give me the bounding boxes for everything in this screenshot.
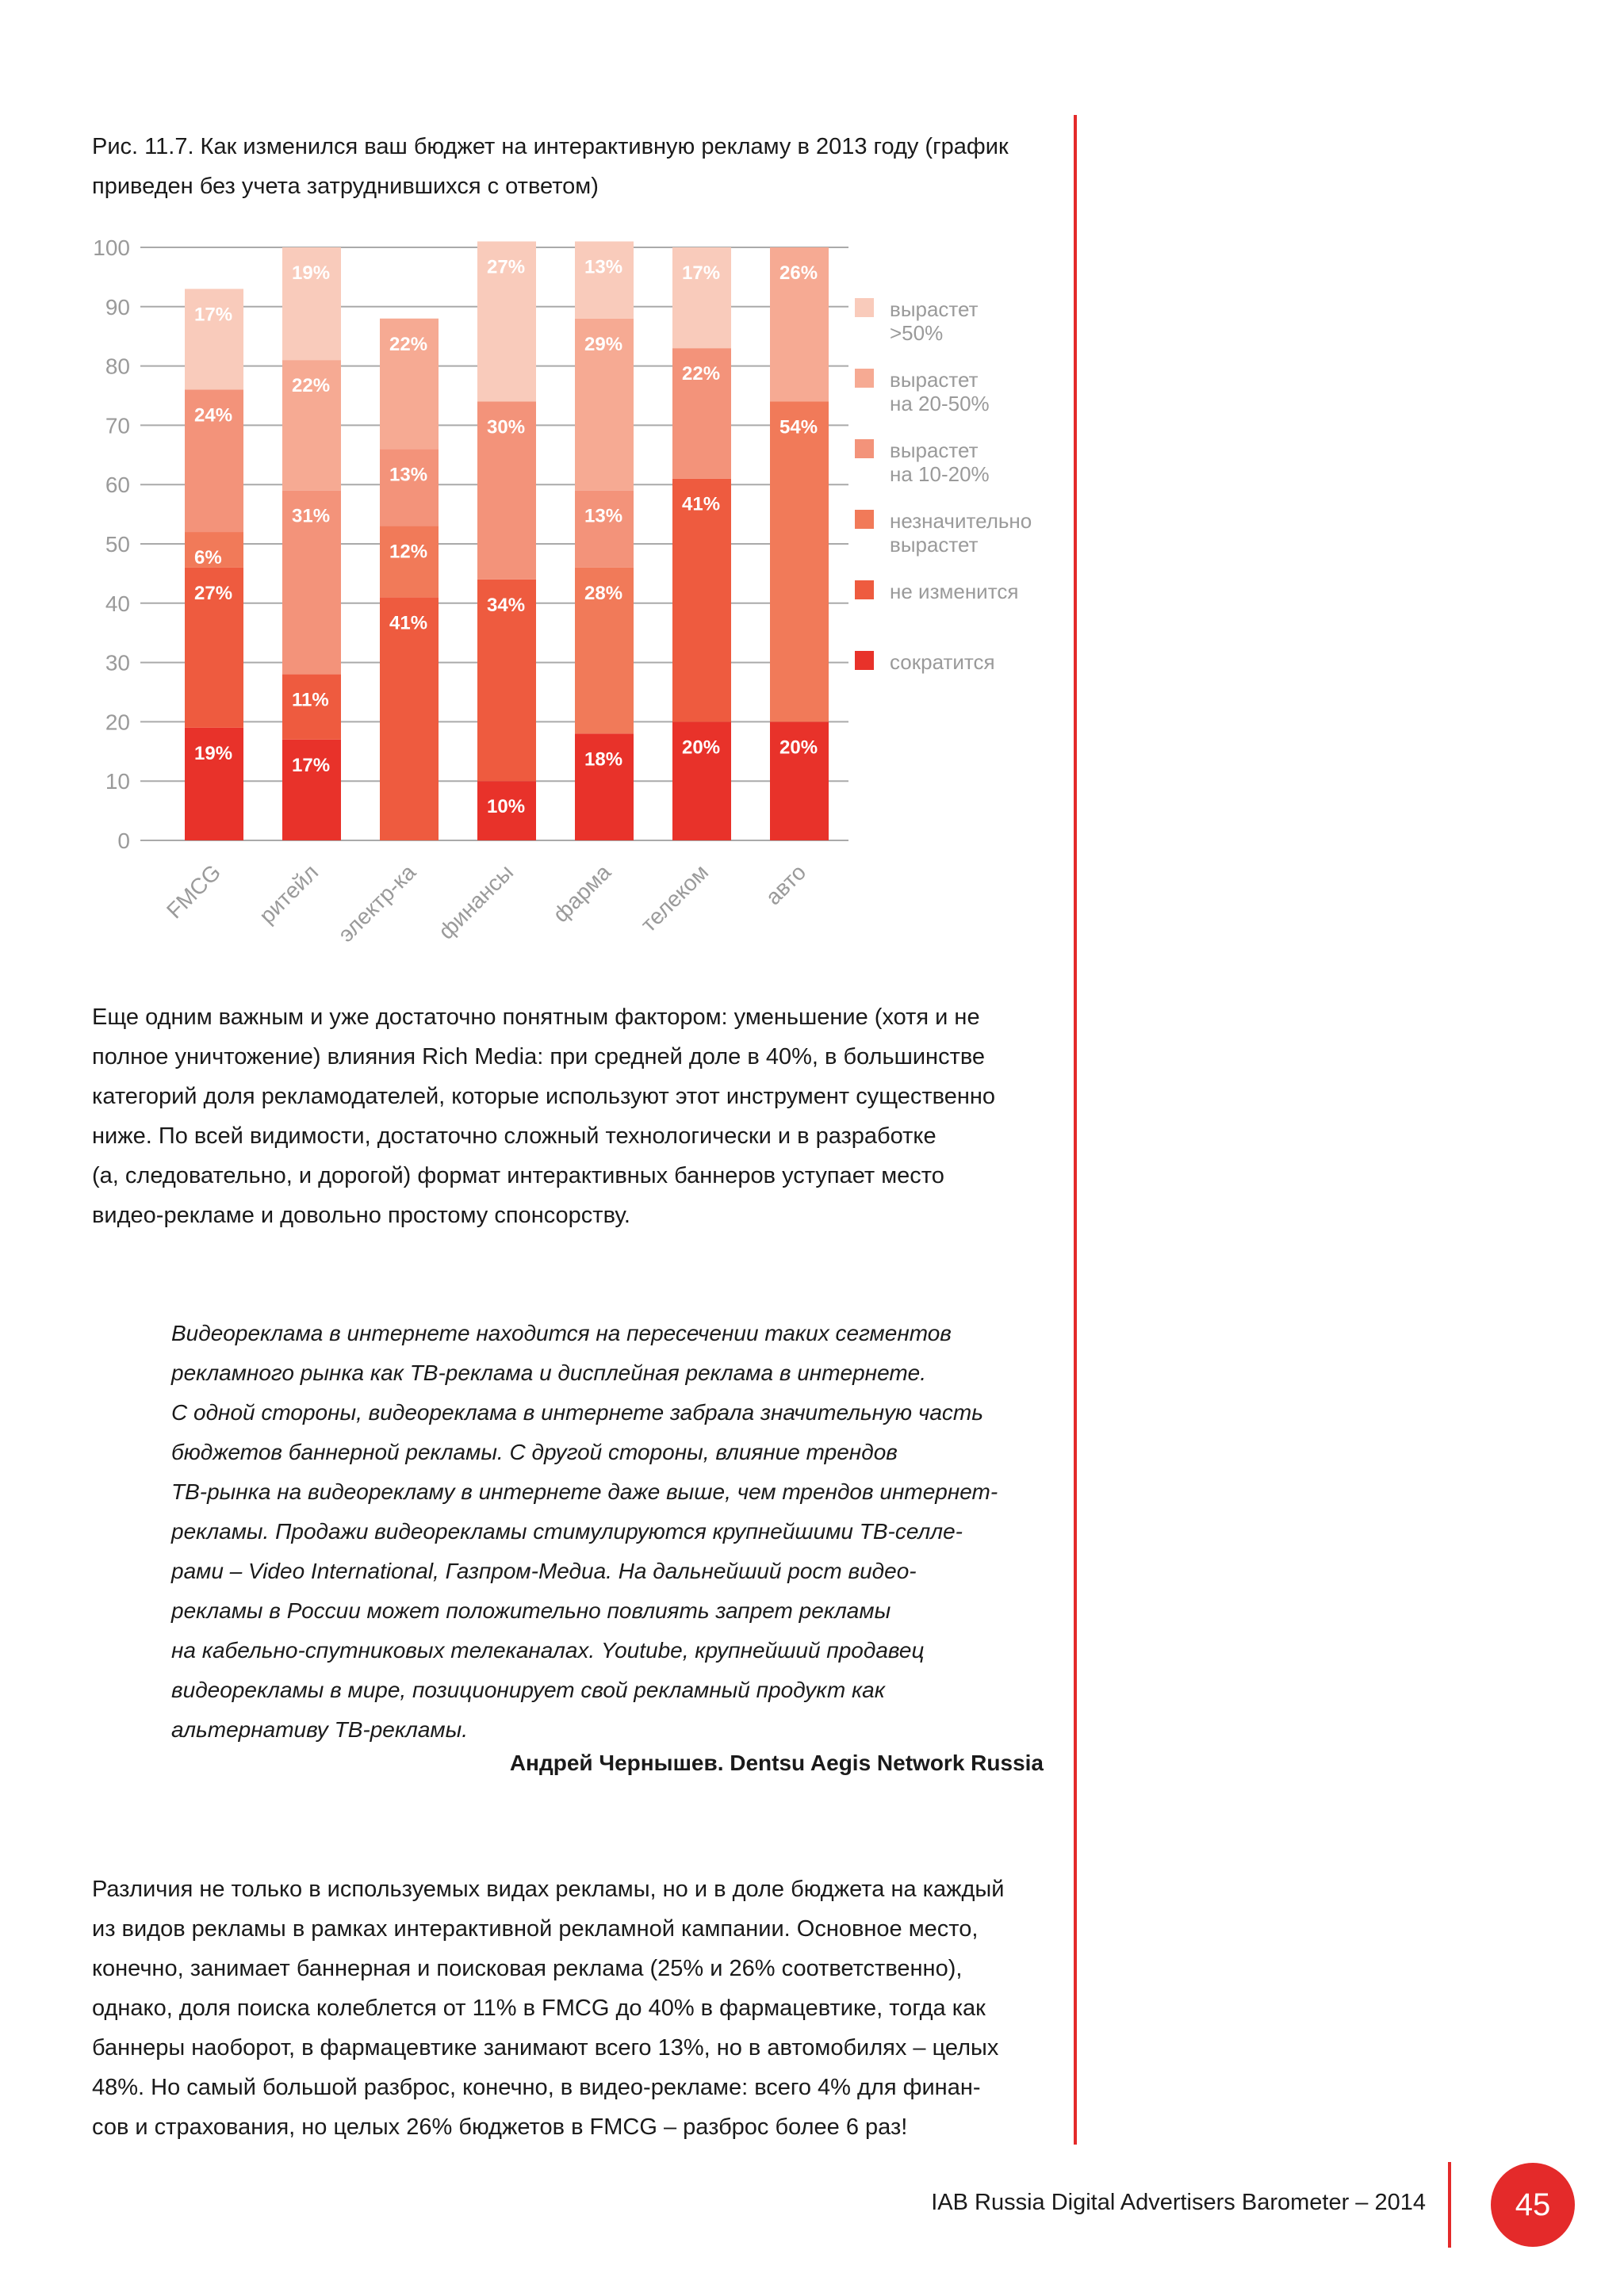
- footer-divider: [1448, 2162, 1451, 2248]
- paragraph-line: Еще одним важным и уже достаточно понятным фактором: уменьшение (хотя и не: [92, 1004, 980, 1030]
- data-label: 17%: [194, 304, 233, 326]
- quote-line: рекламы в России может положительно повлиять запрет рекламы: [171, 1598, 891, 1623]
- data-label: 34%: [487, 594, 526, 616]
- legend-label: вырастет: [890, 368, 979, 392]
- y-tick-label: 30: [105, 650, 130, 675]
- legend-swatch: [855, 439, 874, 458]
- quote-author: Андрей Чернышев. Dentsu Aegis Network Russia: [509, 1751, 1044, 1775]
- y-tick-label: 100: [93, 235, 130, 260]
- data-label: 20%: [779, 737, 818, 759]
- paragraph-budget-share: [92, 1869, 1067, 2147]
- data-label: 41%: [682, 493, 721, 515]
- x-tick-label: ритейл: [254, 859, 324, 928]
- bar-segment: [380, 449, 439, 526]
- quote-line: рекламного рынка как ТВ-реклама и дисплейная реклама в интернете.: [171, 1360, 926, 1385]
- paragraph-line: однако, доля поиска колеблется от 11% в FMCG до 40% в фармацевтике, тогда как: [92, 1996, 986, 2021]
- bar-segment: [575, 242, 634, 319]
- expert-quote: [171, 1314, 1059, 1750]
- paragraph-line: конечно, занимает баннерная и поисковая реклама (25% и 26% соответственно),: [92, 1956, 963, 1981]
- legend-label: вырастет: [890, 297, 979, 321]
- data-label: 26%: [779, 262, 818, 284]
- x-tick-label: фарма: [548, 859, 616, 928]
- legend-label: сократится: [890, 650, 995, 674]
- data-label: 27%: [194, 582, 233, 604]
- data-label: 13%: [389, 464, 428, 486]
- legend-swatch: [855, 510, 874, 529]
- legend-label: вырастет: [890, 438, 979, 462]
- paragraph-line: ниже. По всей видимости, достаточно сложный технологически и в разработке: [92, 1123, 936, 1149]
- y-tick-label: 10: [105, 769, 130, 794]
- quote-line: рами – Video International, Газпром-Медиа. На дальнейший рост видео-: [171, 1559, 917, 1583]
- y-tick-label: 50: [105, 532, 130, 557]
- y-tick-label: 0: [117, 828, 130, 853]
- paragraph-line: сов и страхования, но целых 26% бюджетов в FMCG – разброс более 6 раз!: [92, 2114, 908, 2140]
- figure-caption-line: приведен без учета затруднившихся с ответом): [92, 174, 599, 199]
- paragraph-line: категорий доля рекламодателей, которые используют этот инструмент существенно: [92, 1084, 996, 1109]
- legend-label: на 10-20%: [890, 462, 990, 486]
- paragraph-line: полное уничтожение) влияния Rich Media: при средней доле в 40%, в большинстве: [92, 1044, 986, 1070]
- quote-line: бюджетов баннерной рекламы. С другой стороны, влияние трендов: [171, 1440, 898, 1464]
- quote-line: на кабельно-спутниковых телеканалах. Youtube, крупнейший продавец: [171, 1638, 925, 1663]
- x-tick-label: телеком: [636, 859, 714, 937]
- data-label: 22%: [389, 333, 428, 355]
- legend-label: на 20-50%: [890, 392, 990, 415]
- paragraph-line: Различия не только в используемых видах рекламы, но и в доле бюджета на каждый: [92, 1877, 1005, 1902]
- legend-swatch: [855, 580, 874, 599]
- legend-swatch: [855, 651, 874, 670]
- paragraph-line: 48%. Но самый большой разброс, конечно, в видео-рекламе: всего 4% для финан-: [92, 2075, 981, 2100]
- figure-caption: [92, 127, 1067, 206]
- data-label: 27%: [487, 256, 526, 278]
- legend-label: незначительно: [890, 509, 1032, 533]
- data-label: 19%: [292, 262, 331, 284]
- data-label: 41%: [389, 612, 428, 634]
- bar-segment: [770, 401, 829, 721]
- bar-segment: [575, 491, 634, 568]
- data-label: 30%: [487, 416, 526, 438]
- paragraph-line: (а, следовательно, и дорогой) формат интерактивных баннеров уступает место: [92, 1163, 944, 1188]
- data-label: 10%: [487, 796, 526, 818]
- data-label: 20%: [682, 737, 721, 759]
- legend-swatch: [855, 298, 874, 317]
- data-label: 11%: [292, 689, 329, 711]
- y-tick-label: 90: [105, 294, 130, 320]
- data-label: 29%: [584, 333, 623, 355]
- y-tick-label: 70: [105, 413, 130, 438]
- x-tick-label: финансы: [433, 859, 519, 944]
- quote-line: рекламы. Продажи видеорекламы стимулируются крупнейшими ТВ-селле-: [171, 1519, 963, 1544]
- quote-line: альтернативу ТВ-рекламы.: [171, 1717, 468, 1742]
- quote-line: С одной стороны, видеореклама в интернете забрала значительную часть: [171, 1400, 983, 1425]
- data-label: 22%: [682, 363, 721, 385]
- x-tick-label: авто: [760, 859, 811, 910]
- data-label: 24%: [194, 404, 233, 427]
- paragraph-line: баннеры наоборот, в фармацевтике занимают всего 13%, но в автомобилях – целых: [92, 2035, 999, 2061]
- y-tick-label: 80: [105, 354, 130, 379]
- data-label: 6%: [194, 547, 222, 569]
- data-label: 17%: [292, 754, 331, 776]
- data-label: 22%: [292, 375, 331, 397]
- x-tick-label: электр-ка: [333, 859, 421, 947]
- data-label: 12%: [389, 541, 428, 563]
- stacked-bar-chart: [79, 214, 1078, 959]
- legend-label: >50%: [890, 321, 944, 345]
- data-label: 28%: [584, 582, 623, 604]
- data-label: 19%: [194, 742, 233, 764]
- quote-line: видеорекламы в мире, позиционирует свой рекламный продукт как: [171, 1678, 885, 1702]
- y-tick-label: 60: [105, 473, 130, 498]
- margin-rule: [1074, 115, 1077, 2145]
- y-tick-label: 40: [105, 591, 130, 616]
- data-label: 17%: [682, 262, 721, 284]
- quote-line: ТВ-рынка на видеорекламу в интернете даже выше, чем трендов интернет-: [171, 1479, 998, 1504]
- data-label: 13%: [584, 256, 623, 278]
- paragraph-line: видео-рекламе и довольно простому спонсорству.: [92, 1203, 630, 1228]
- page-number: 45: [1491, 2163, 1575, 2247]
- quote-line: Видеореклама в интернете находится на пересечении таких сегментов: [171, 1321, 952, 1345]
- data-label: 13%: [584, 505, 623, 527]
- data-label: 54%: [779, 416, 818, 438]
- x-tick-label: FMCG: [162, 859, 226, 924]
- data-label: 31%: [292, 505, 331, 527]
- paragraph-rich-media: [92, 997, 1067, 1235]
- legend-swatch: [855, 369, 874, 388]
- legend-label: не изменится: [890, 580, 1019, 603]
- footer-publication: IAB Russia Digital Advertisers Barometer – 2014: [931, 2190, 1426, 2215]
- figure-caption-line: Рис. 11.7. Как изменился ваш бюджет на интерактивную рекламу в 2013 году (график: [92, 134, 1009, 159]
- paragraph-line: из видов рекламы в рамках интерактивной рекламной кампании. Основное место,: [92, 1916, 979, 1942]
- legend-label: вырастет: [890, 533, 979, 557]
- data-label: 18%: [584, 748, 623, 771]
- y-tick-label: 20: [105, 710, 130, 735]
